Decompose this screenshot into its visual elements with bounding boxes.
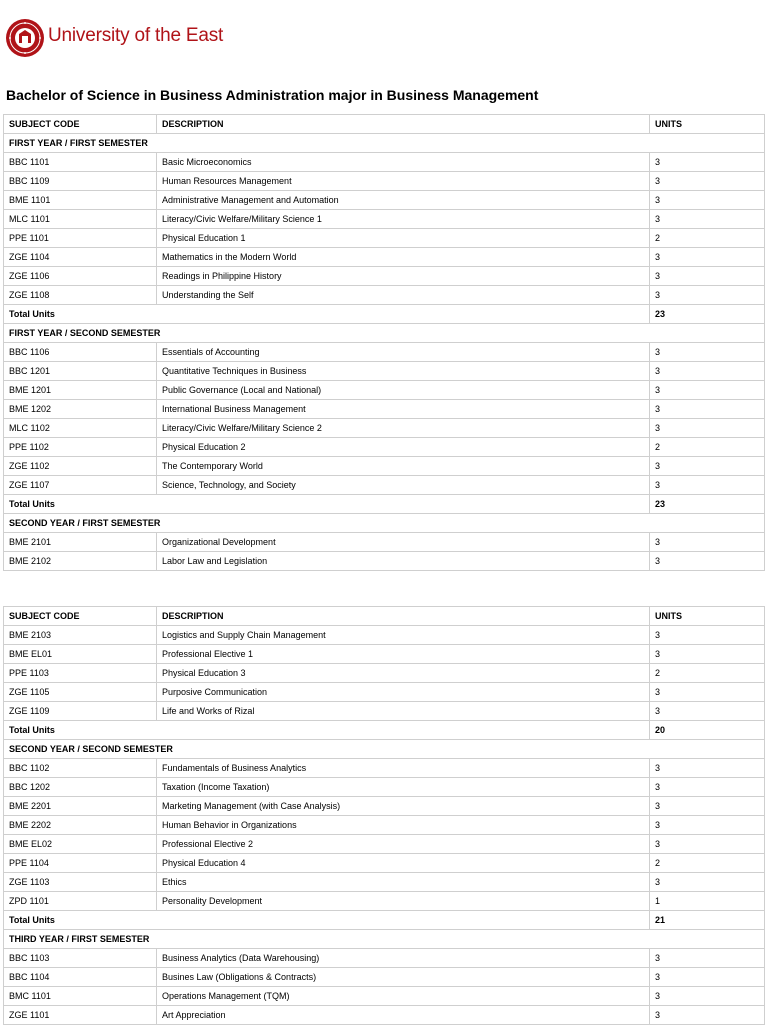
course-units: 3 bbox=[650, 267, 765, 286]
course-row bbox=[4, 949, 765, 968]
course-row bbox=[4, 400, 765, 419]
course-row bbox=[4, 172, 765, 191]
course-row bbox=[4, 1006, 765, 1025]
course-description: International Business Management bbox=[157, 400, 650, 419]
total-units-value: 23 bbox=[650, 495, 765, 514]
course-units: 3 bbox=[650, 797, 765, 816]
course-units: 3 bbox=[650, 362, 765, 381]
course-units: 3 bbox=[650, 968, 765, 987]
subject-code: ZGE 1103 bbox=[4, 873, 157, 892]
subject-code: BBC 1201 bbox=[4, 362, 157, 381]
course-units: 3 bbox=[650, 533, 765, 552]
total-units-label: Total Units bbox=[4, 305, 650, 324]
course-units: 3 bbox=[650, 476, 765, 495]
subject-code: BBC 1103 bbox=[4, 949, 157, 968]
course-row bbox=[4, 210, 765, 229]
course-units: 1 bbox=[650, 892, 765, 911]
total-units-row bbox=[4, 911, 765, 930]
table-header-row bbox=[4, 115, 765, 134]
course-description: Purposive Communication bbox=[157, 683, 650, 702]
course-description: Literacy/Civic Welfare/Military Science 1 bbox=[157, 210, 650, 229]
course-row bbox=[4, 343, 765, 362]
subject-code: BME 2201 bbox=[4, 797, 157, 816]
subject-code: PPE 1102 bbox=[4, 438, 157, 457]
course-description: Marketing Management (with Case Analysis) bbox=[157, 797, 650, 816]
course-row bbox=[4, 533, 765, 552]
subject-code: ZGE 1102 bbox=[4, 457, 157, 476]
university-seal-icon bbox=[5, 18, 45, 58]
subject-code: ZGE 1106 bbox=[4, 267, 157, 286]
course-description: Understanding the Self bbox=[157, 286, 650, 305]
course-description: Human Resources Management bbox=[157, 172, 650, 191]
course-row bbox=[4, 267, 765, 286]
course-description: Human Behavior in Organizations bbox=[157, 816, 650, 835]
course-row bbox=[4, 892, 765, 911]
course-row bbox=[4, 854, 765, 873]
semester-heading-row bbox=[4, 514, 765, 533]
subject-code: MLC 1102 bbox=[4, 419, 157, 438]
total-units-row bbox=[4, 495, 765, 514]
course-row bbox=[4, 286, 765, 305]
course-units: 3 bbox=[650, 286, 765, 305]
total-units-value: 23 bbox=[650, 305, 765, 324]
course-description: Professional Elective 1 bbox=[157, 645, 650, 664]
description-header: DESCRIPTION bbox=[157, 607, 650, 626]
total-units-value: 21 bbox=[650, 911, 765, 930]
course-description: Quantitative Techniques in Business bbox=[157, 362, 650, 381]
subject-code: BBC 1106 bbox=[4, 343, 157, 362]
course-row bbox=[4, 381, 765, 400]
subject-code: PPE 1103 bbox=[4, 664, 157, 683]
subject-code: BBC 1102 bbox=[4, 759, 157, 778]
subject-code: BME 1202 bbox=[4, 400, 157, 419]
course-row bbox=[4, 248, 765, 267]
subject-code: BBC 1202 bbox=[4, 778, 157, 797]
subject-code: BBC 1104 bbox=[4, 968, 157, 987]
total-units-row bbox=[4, 305, 765, 324]
subject-code: BME 1101 bbox=[4, 191, 157, 210]
course-row bbox=[4, 835, 765, 854]
total-units-label: Total Units bbox=[4, 721, 650, 740]
course-row bbox=[4, 552, 765, 571]
course-units: 2 bbox=[650, 664, 765, 683]
semester-heading: FIRST YEAR / SECOND SEMESTER bbox=[4, 324, 765, 343]
course-row bbox=[4, 153, 765, 172]
subject-code: PPE 1104 bbox=[4, 854, 157, 873]
subject-code-header: SUBJECT CODE bbox=[4, 607, 157, 626]
table-header-row bbox=[4, 607, 765, 626]
course-row bbox=[4, 645, 765, 664]
course-description: Physical Education 1 bbox=[157, 229, 650, 248]
course-units: 3 bbox=[650, 1006, 765, 1025]
course-description: Public Governance (Local and National) bbox=[157, 381, 650, 400]
curriculum-table-2 bbox=[3, 606, 765, 1025]
course-row bbox=[4, 419, 765, 438]
course-units: 3 bbox=[650, 343, 765, 362]
course-description: Ethics bbox=[157, 873, 650, 892]
subject-code: ZGE 1105 bbox=[4, 683, 157, 702]
subject-code: BBC 1109 bbox=[4, 172, 157, 191]
course-units: 3 bbox=[650, 552, 765, 571]
course-units: 3 bbox=[650, 987, 765, 1006]
course-description: Taxation (Income Taxation) bbox=[157, 778, 650, 797]
course-row bbox=[4, 816, 765, 835]
brand-name[interactable]: University of the East bbox=[48, 25, 224, 46]
course-description: Labor Law and Legislation bbox=[157, 552, 650, 571]
subject-code: ZGE 1107 bbox=[4, 476, 157, 495]
course-row bbox=[4, 476, 765, 495]
semester-heading-row bbox=[4, 324, 765, 343]
course-description: Professional Elective 2 bbox=[157, 835, 650, 854]
course-row bbox=[4, 968, 765, 987]
description-header: DESCRIPTION bbox=[157, 115, 650, 134]
subject-code: ZGE 1101 bbox=[4, 1006, 157, 1025]
course-description: Physical Education 4 bbox=[157, 854, 650, 873]
course-description: Physical Education 3 bbox=[157, 664, 650, 683]
course-row bbox=[4, 702, 765, 721]
course-description: The Contemporary World bbox=[157, 457, 650, 476]
subject-code: BMC 1101 bbox=[4, 987, 157, 1006]
course-units: 3 bbox=[650, 172, 765, 191]
subject-code: BME 2102 bbox=[4, 552, 157, 571]
course-units: 3 bbox=[650, 419, 765, 438]
course-units: 3 bbox=[650, 873, 765, 892]
course-units: 2 bbox=[650, 854, 765, 873]
course-row bbox=[4, 797, 765, 816]
course-row bbox=[4, 191, 765, 210]
subject-code: MLC 1101 bbox=[4, 210, 157, 229]
total-units-row bbox=[4, 721, 765, 740]
course-row bbox=[4, 683, 765, 702]
course-units: 3 bbox=[650, 759, 765, 778]
course-description: Basic Microeconomics bbox=[157, 153, 650, 172]
course-row bbox=[4, 626, 765, 645]
subject-code: PPE 1101 bbox=[4, 229, 157, 248]
semester-heading: SECOND YEAR / FIRST SEMESTER bbox=[4, 514, 765, 533]
semester-heading-row bbox=[4, 930, 765, 949]
course-units: 2 bbox=[650, 438, 765, 457]
course-row bbox=[4, 229, 765, 248]
course-description: Readings in Philippine History bbox=[157, 267, 650, 286]
subject-code: BME 2103 bbox=[4, 626, 157, 645]
total-units-label: Total Units bbox=[4, 495, 650, 514]
subject-code-header: SUBJECT CODE bbox=[4, 115, 157, 134]
course-units: 3 bbox=[650, 949, 765, 968]
course-row bbox=[4, 438, 765, 457]
subject-code: BME EL02 bbox=[4, 835, 157, 854]
semester-heading-row bbox=[4, 134, 765, 153]
course-units: 3 bbox=[650, 645, 765, 664]
course-description: Personality Development bbox=[157, 892, 650, 911]
subject-code: BBC 1101 bbox=[4, 153, 157, 172]
course-description: Administrative Management and Automation bbox=[157, 191, 650, 210]
course-units: 3 bbox=[650, 626, 765, 645]
total-units-label: Total Units bbox=[4, 911, 650, 930]
course-description: Science, Technology, and Society bbox=[157, 476, 650, 495]
course-description: Busines Law (Obligations & Contracts) bbox=[157, 968, 650, 987]
course-units: 3 bbox=[650, 191, 765, 210]
subject-code: BME EL01 bbox=[4, 645, 157, 664]
course-row bbox=[4, 664, 765, 683]
total-units-value: 20 bbox=[650, 721, 765, 740]
course-units: 3 bbox=[650, 210, 765, 229]
course-units: 3 bbox=[650, 153, 765, 172]
course-row bbox=[4, 987, 765, 1006]
subject-code: ZPD 1101 bbox=[4, 892, 157, 911]
course-units: 3 bbox=[650, 457, 765, 476]
subject-code: BME 2101 bbox=[4, 533, 157, 552]
semester-heading: SECOND YEAR / SECOND SEMESTER bbox=[4, 740, 765, 759]
semester-heading-row bbox=[4, 740, 765, 759]
course-row bbox=[4, 362, 765, 381]
course-description: Fundamentals of Business Analytics bbox=[157, 759, 650, 778]
course-units: 3 bbox=[650, 816, 765, 835]
course-units: 3 bbox=[650, 702, 765, 721]
course-row bbox=[4, 873, 765, 892]
course-description: Organizational Development bbox=[157, 533, 650, 552]
course-description: Literacy/Civic Welfare/Military Science 2 bbox=[157, 419, 650, 438]
course-description: Logistics and Supply Chain Management bbox=[157, 626, 650, 645]
course-description: Operations Management (TQM) bbox=[157, 987, 650, 1006]
course-description: Life and Works of Rizal bbox=[157, 702, 650, 721]
subject-code: ZGE 1109 bbox=[4, 702, 157, 721]
subject-code: BME 1201 bbox=[4, 381, 157, 400]
course-description: Art Appreciation bbox=[157, 1006, 650, 1025]
semester-heading: THIRD YEAR / FIRST SEMESTER bbox=[4, 930, 765, 949]
course-units: 2 bbox=[650, 229, 765, 248]
units-header: UNITS bbox=[650, 115, 765, 134]
course-description: Business Analytics (Data Warehousing) bbox=[157, 949, 650, 968]
course-description: Physical Education 2 bbox=[157, 438, 650, 457]
subject-code: BME 2202 bbox=[4, 816, 157, 835]
course-units: 3 bbox=[650, 248, 765, 267]
course-description: Mathematics in the Modern World bbox=[157, 248, 650, 267]
units-header: UNITS bbox=[650, 607, 765, 626]
course-units: 3 bbox=[650, 400, 765, 419]
course-units: 3 bbox=[650, 683, 765, 702]
course-row bbox=[4, 457, 765, 476]
course-units: 3 bbox=[650, 835, 765, 854]
page-title: Bachelor of Science in Business Administration major in Business Management bbox=[6, 87, 539, 103]
course-units: 3 bbox=[650, 778, 765, 797]
course-units: 3 bbox=[650, 381, 765, 400]
course-row bbox=[4, 759, 765, 778]
subject-code: ZGE 1108 bbox=[4, 286, 157, 305]
semester-heading: FIRST YEAR / FIRST SEMESTER bbox=[4, 134, 765, 153]
subject-code: ZGE 1104 bbox=[4, 248, 157, 267]
course-row bbox=[4, 778, 765, 797]
header bbox=[0, 0, 768, 80]
course-description: Essentials of Accounting bbox=[157, 343, 650, 362]
curriculum-table-1 bbox=[3, 114, 765, 571]
